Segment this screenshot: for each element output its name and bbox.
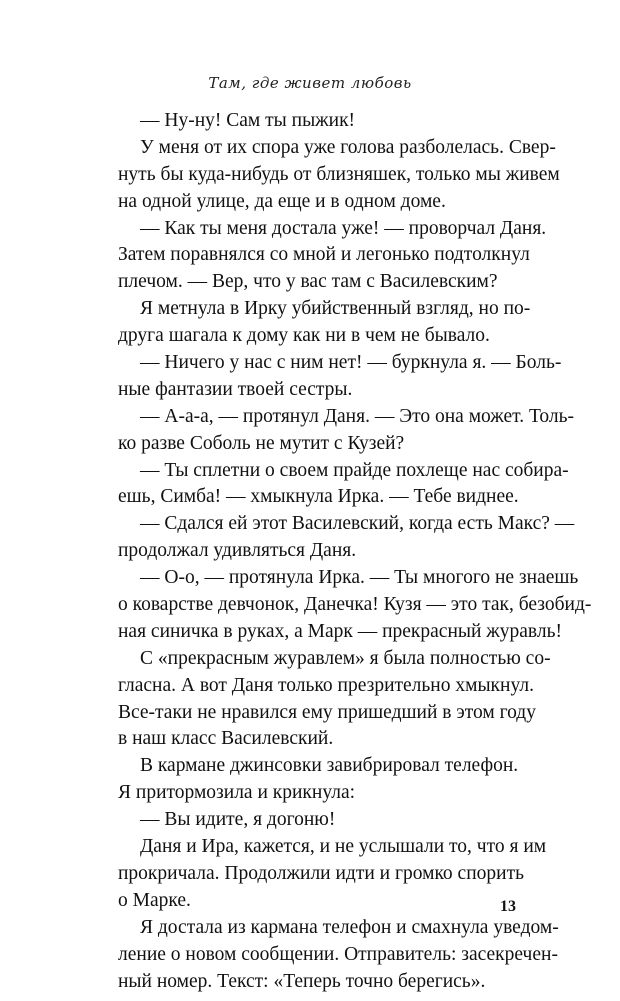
- running-head-title: Там, где живет любовь: [208, 74, 412, 92]
- text-line: С «прекрасным журавлем» я была полностью со-: [140, 647, 551, 669]
- text-line: Затем поравнялся со мной и легонько подтолкнул: [118, 244, 530, 266]
- text-line: ный номер. Текст: «Теперь точно берегись».: [118, 970, 486, 992]
- text-line: — Вы идите, я догоню!: [140, 809, 336, 831]
- page-number: 13: [500, 898, 516, 915]
- text-line: — А-а-а, — протянул Даня. — Это она может. Толь-: [140, 405, 575, 427]
- text-line: о Марке.: [118, 889, 191, 911]
- text-line: Я притормозила и крикнула:: [118, 782, 356, 804]
- text-line: друга шагала к дому как ни в чем не бывало.: [118, 325, 490, 347]
- text-line: Я достала из кармана телефон и смахнула уведом-: [140, 916, 559, 938]
- text-line: о коварстве девчонок, Данечка! Кузя — это так, безобид-: [118, 594, 592, 616]
- text-line: нуть бы куда-нибудь от близняшек, только мы живем: [118, 163, 560, 185]
- body-text: [118, 108, 592, 995]
- text-line: У меня от их спора уже голова разболелась. Свер-: [140, 136, 556, 158]
- text-line: Все-таки не нравился ему пришедший в этом году: [118, 701, 536, 723]
- text-line: прокричала. Продолжили идти и громко спорить: [118, 862, 524, 884]
- text-line: продолжал удивляться Даня.: [118, 540, 357, 562]
- text-line: Даня и Ира, кажется, и не услышали то, что я им: [140, 836, 547, 858]
- text-line: ко разве Соболь не мутит с Кузей?: [118, 432, 405, 454]
- text-line: плечом. — Вер, что у вас там с Василевским?: [118, 271, 498, 293]
- text-line: В кармане джинсовки завибрировал телефон.: [140, 755, 519, 777]
- text-line: — Сдался ей этот Василевский, когда есть Макс? —: [140, 513, 575, 535]
- text-line: ешь, Симба! — хмыкнула Ирка. — Тебе виднее.: [118, 486, 519, 508]
- text-line: на одной улице, да еще и в одном доме.: [118, 190, 446, 212]
- text-line: — Как ты меня достала уже! — проворчал Даня.: [140, 217, 547, 239]
- text-line: ные фантазии твоей сестры.: [118, 378, 353, 400]
- text-line: ная синичка в руках, а Марк — прекрасный журавль!: [118, 620, 562, 642]
- text-line: — Ничего у нас с ним нет! — буркнула я. — Боль-: [140, 352, 562, 374]
- text-line: — О-о, — протянула Ирка. — Ты многого не знаешь: [140, 567, 579, 589]
- text-line: гласна. А вот Даня только презрительно хмыкнул.: [118, 674, 534, 696]
- text-line: — Ну-ну! Сам ты пыжик!: [140, 110, 356, 131]
- text-line: Я метнула в Ирку убийственный взгляд, но по-: [140, 298, 531, 320]
- text-line: ление о новом сообщении. Отправитель: засекречен-: [118, 943, 558, 965]
- text-line: — Ты сплетни о своем прайде похлеще нас собира-: [140, 459, 569, 481]
- text-line: в наш класс Василевский.: [118, 728, 334, 750]
